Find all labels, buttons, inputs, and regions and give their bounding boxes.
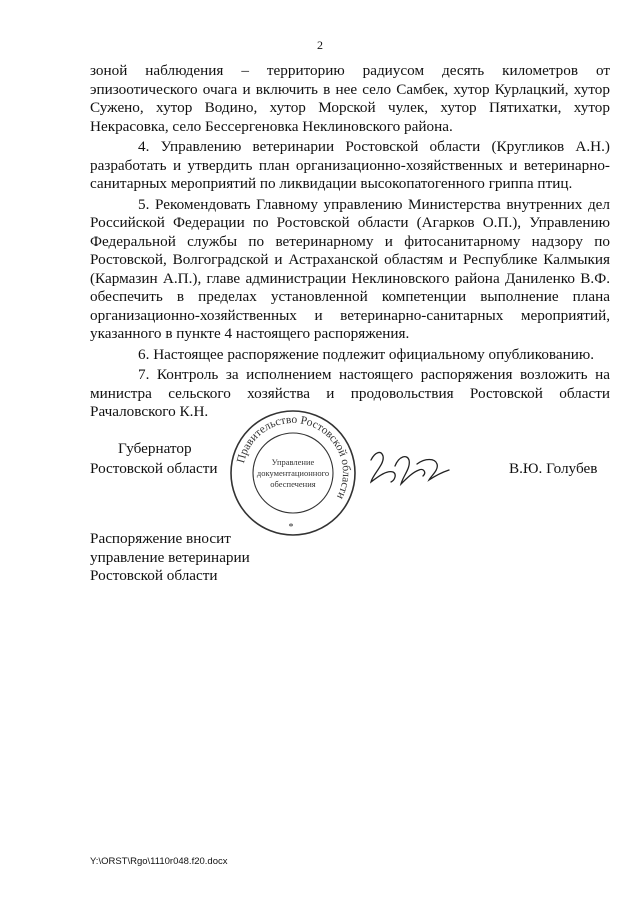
submitter-line-3: Ростовской области [90,567,218,584]
seal-inner-line-2: документационного [256,468,330,478]
signer-name: В.Ю. Голубев [509,460,598,477]
seal-outer-text: Правительство Ростовской области [235,413,353,502]
submitter-line-2: управление ветеринарии [90,548,250,566]
submitter-line-1: Распоряжение вносит [90,530,231,547]
paragraph-item-7: 7. Контроль за исполнением настоящего распоряжения возложить на министра сельского хозяйства и продовольствия Ростовской области Рачаловского К.Н. [90,366,610,420]
seal-inner-line-3: обеспечения [270,479,316,489]
paragraph-item-5: 5. Рекомендовать Главному управлению Министерства внутренних дел Российской Федерации по Ростовской области (Агарков О.П.), Управлению Федеральной службы по ветеринарному и фитосанитарному надзору по Ростовской, Волгоградской и Астраханской областям и Республике Калмыкия (Кармазин А.П.), главе администрации Неклиновского района Даниленко В.Ф. обеспечить в пределах установленной компетенции выполнение плана организационно-хозяйственных и ветеринарно-санитарных мероприятий, указанного в пункте 4 настоящего распоряжения. [90,195,610,342]
paragraph-item-4: 4. Управлению ветеринарии Ростовской области (Кругликов А.Н.) разработать и утвердить план организационно-хозяйственных и ветеринарно-санитарных мероприятий по ликвидации высокопатогенного гриппа птиц. [90,138,610,192]
submitter-note [90,530,250,586]
seal-inner-line-1: Управление [271,457,315,467]
file-path-footer: Y:\ORST\Rgo\1110r048.f20.docx [90,856,228,867]
official-seal [228,408,358,538]
signer-region: Ростовской области [90,460,218,477]
handwritten-signature [365,446,465,492]
page-number: 2 [317,38,323,52]
seal-star: * [288,522,294,533]
paragraph-item-6: 6. Настоящее распоряжение подлежит официальному опубликованию. [138,345,595,363]
document-body [90,62,610,422]
paragraph-continuation: зоной наблюдения – территорию радиусом десять километров от эпизоотического очага и включить в нее село Самбек, хутор Курлацкий, хутор Сужено, хутор Водино, хутор Морской чулек, хутор Пятихатки, хутор Некрасовка, село Бессергеновка Неклиновского района. [90,62,610,135]
signer-title: Губернатор [118,440,192,457]
